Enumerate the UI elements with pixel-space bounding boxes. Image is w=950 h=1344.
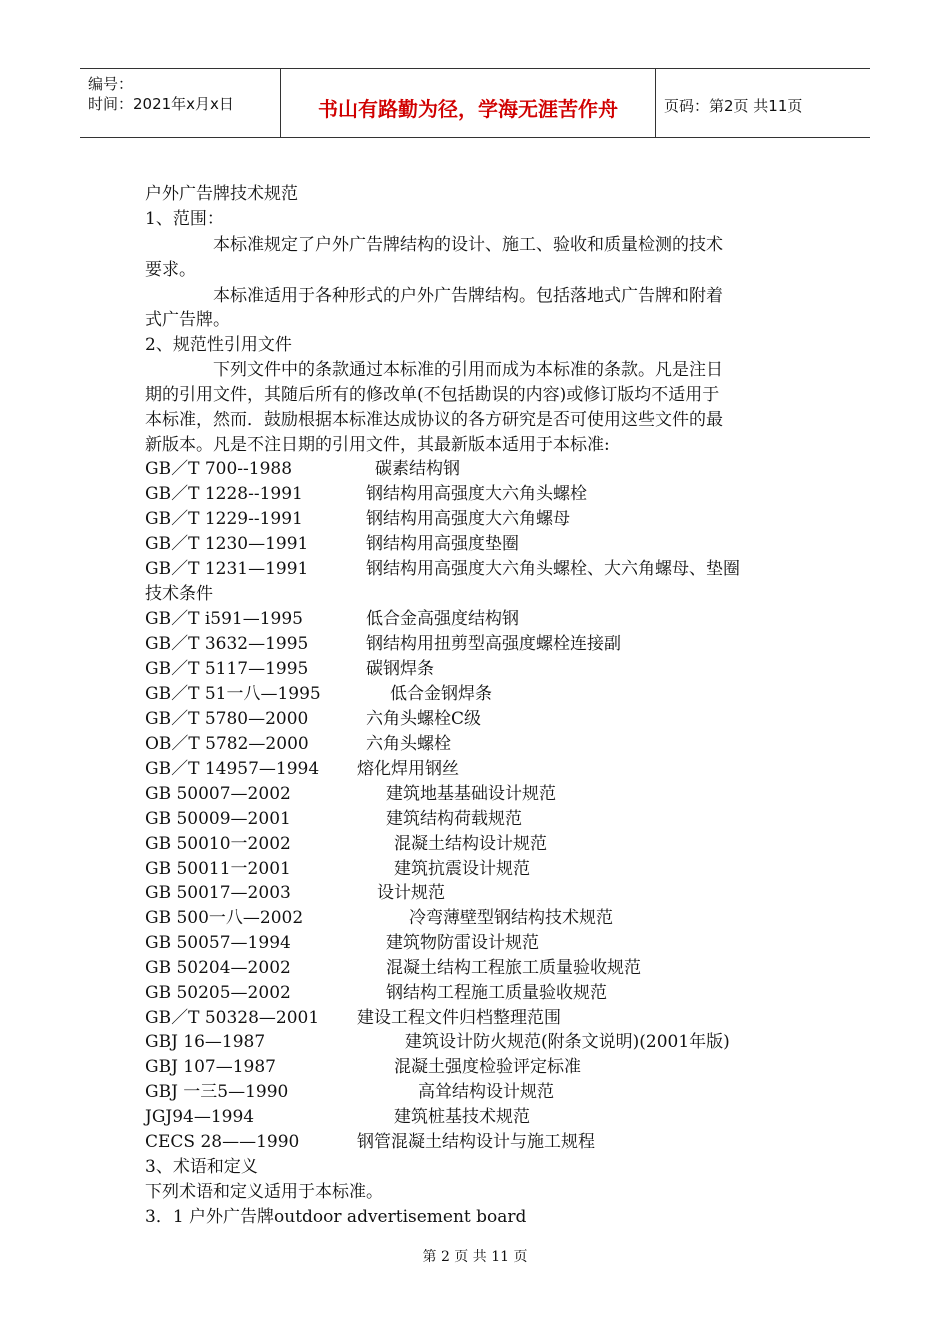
ref-name: 钢结构用高强度垫圈 [366, 534, 519, 554]
ref-name: 碳钢焊条 [366, 659, 434, 679]
ref-code: OB／T 5782—2000 [145, 734, 309, 754]
ref-code: GB／T 1231—1991 [145, 559, 309, 579]
ref-name: 建筑地基基础设计规范 [386, 784, 556, 804]
ref-name: 混凝土结构工程旅工质量验收规范 [386, 958, 641, 978]
ref-code: GB 50205—2002 [145, 983, 291, 1003]
ref-code: GB 50017—2003 [145, 883, 291, 903]
subsection-3-1: 3．1 户外广告牌outdoor advertisement board [145, 1207, 527, 1227]
ref-name: 钢结构用高强度大六角头螺栓、大六角螺母、垫圈 [366, 559, 740, 579]
ref-name: 高耸结构设计规范 [418, 1082, 554, 1102]
paragraph-line: 本标准适用于各种形式的户外广告牌结构。包括落地式广告牌和附着 [213, 286, 723, 306]
ref-code: CECS 28——1990 [145, 1132, 300, 1152]
ref-code: GB 50204—2002 [145, 958, 291, 978]
ref-name: 建筑设计防火规范(附条文说明)(2001年版) [405, 1032, 730, 1052]
header-meta-cell [80, 69, 281, 137]
section-3-heading: 3、术语和定义 [145, 1157, 258, 1177]
header-page-info: 页码：第2页 共11页 [664, 97, 803, 115]
ref-code: GB／T 51一八—1995 [145, 684, 321, 704]
ref-code: JGJ94—1994 [145, 1107, 255, 1127]
ref-code: GBJ 107—1987 [145, 1057, 277, 1077]
paragraph-line: 下列术语和定义适用于本标准。 [145, 1182, 383, 1202]
doc-time-label: 时间：2021年x月x日 [88, 95, 234, 113]
ref-name: 建筑抗震设计规范 [394, 859, 530, 879]
ref-code: GB／T 5780—2000 [145, 709, 309, 729]
paragraph-line: 期的引用文件，其随后所有的修改单(不包括勘误的内容)或修订版均不适用于 [145, 385, 720, 405]
page-header [80, 68, 870, 138]
doc-title: 户外广告牌技术规范 [145, 184, 298, 204]
ref-name: 建筑桩基技术规范 [394, 1107, 530, 1127]
ref-name: 建筑结构荷载规范 [386, 809, 522, 829]
ref-code: GB／T 3632—1995 [145, 634, 309, 654]
ref-name: 混凝土强度检验评定标准 [394, 1057, 581, 1077]
ref-name: 低合金高强度结构钢 [366, 609, 519, 629]
ref-code: GB 50010一2002 [145, 834, 291, 854]
paragraph-line: 下列文件中的条款通过本标准的引用而成为本标准的条款。凡是注日 [213, 360, 723, 380]
ref-name: 六角头螺栓C级 [366, 709, 482, 729]
doc-number-label: 编号： [88, 75, 134, 93]
ref-name: 钢结构工程施工质量验收规范 [386, 983, 607, 1003]
paragraph-line: 新版本。凡是不注日期的引用文件，其最新版本适用于本标准: [145, 435, 610, 455]
ref-name: 钢结构用高强度大六角头螺栓 [366, 484, 587, 504]
header-motto-cell [281, 69, 656, 137]
ref-name: 钢结构用高强度大六角螺母 [366, 509, 570, 529]
ref-code-continuation: 技术条件 [145, 584, 213, 604]
ref-code: GBJ 一三5—1990 [145, 1082, 289, 1102]
ref-code: GB 50011一2001 [145, 859, 291, 879]
ref-code: GB／T 1229--1991 [145, 509, 303, 529]
ref-name: 设计规范 [377, 883, 445, 903]
ref-code: GB／T 14957—1994 [145, 759, 320, 779]
ref-code: GB／T 50328—2001 [145, 1008, 320, 1028]
paragraph-line: 本标准规定了户外广告牌结构的设计、施工、验收和质量检测的技术 [213, 235, 723, 255]
header-motto: 书山有路勤为径，学海无涯苦作舟 [318, 97, 618, 121]
ref-code: GB／T 1230—1991 [145, 534, 309, 554]
ref-code: GB／T i591—1995 [145, 609, 303, 629]
section-2-heading: 2、规范性引用文件 [145, 335, 292, 355]
ref-name: 六角头螺栓 [366, 734, 451, 754]
ref-name: 混凝土结构设计规范 [394, 834, 547, 854]
ref-name: 钢管混凝土结构设计与施工规程 [357, 1132, 595, 1152]
ref-name: 低合金钢焊条 [390, 684, 492, 704]
ref-name: 建筑物防雷设计规范 [386, 933, 539, 953]
ref-name: 熔化焊用钢丝 [357, 759, 459, 779]
ref-code: GB 50007—2002 [145, 784, 291, 804]
ref-name: 钢结构用扭剪型高强度螺栓连接副 [366, 634, 621, 654]
ref-code: GBJ 16—1987 [145, 1032, 266, 1052]
ref-code: GB 50057—1994 [145, 933, 291, 953]
ref-code: GB 50009—2001 [145, 809, 291, 829]
page-footer: 第 2 页 共 11 页 [422, 1249, 528, 1265]
ref-name: 冷弯薄壁型钢结构技术规范 [409, 908, 613, 928]
paragraph-line: 本标准，然而．鼓励根据本标准达成协议的各方研究是否可使用这些文件的最 [145, 410, 723, 430]
header-page-cell [656, 69, 870, 137]
ref-code: GB 500一八—2002 [145, 908, 304, 928]
ref-name: 建设工程文件归档整理范围 [357, 1008, 561, 1028]
paragraph-line: 要求。 [145, 260, 196, 280]
ref-name: 碳素结构钢 [375, 459, 460, 479]
paragraph-line: 式广告牌。 [145, 310, 230, 330]
ref-code: GB／T 700--1988 [145, 459, 293, 479]
section-1-heading: 1、范围： [145, 209, 224, 229]
ref-code: GB／T 5117—1995 [145, 659, 309, 679]
ref-code: GB／T 1228--1991 [145, 484, 303, 504]
